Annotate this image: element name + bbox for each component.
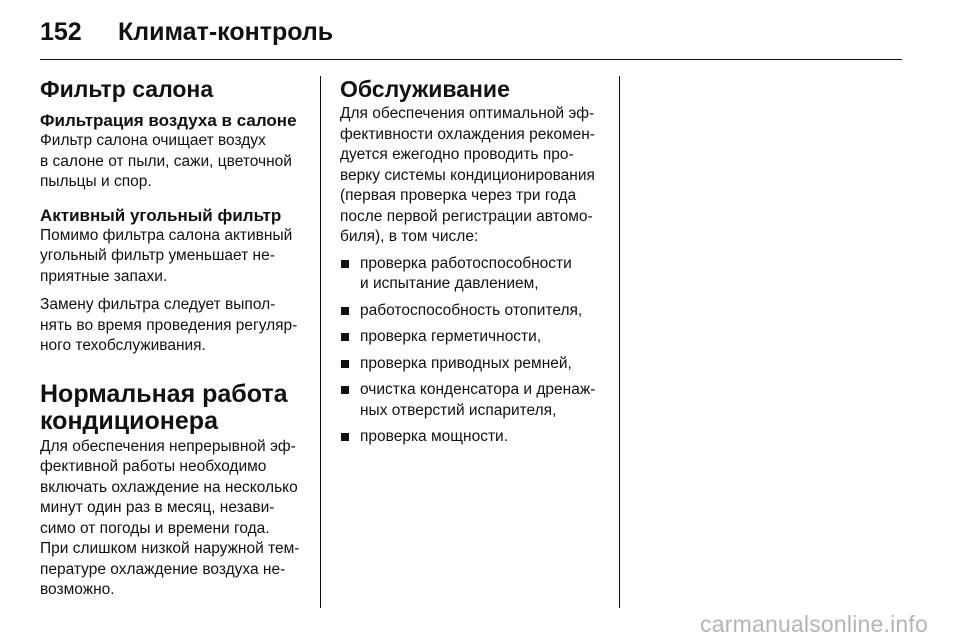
heading-service: Обслуживание (340, 76, 510, 102)
paragraph-normal-operation (40, 437, 306, 601)
list-item (340, 354, 608, 375)
paragraph-filter-replacement (40, 295, 306, 357)
text-line: проверка герметичности, (360, 328, 542, 345)
page-section-title: Климат-контроль (118, 18, 334, 46)
text-line: после первой регистрации автомо- (340, 207, 593, 225)
text-line: Для обеспечения непрерывной эф- (40, 437, 296, 455)
square-bullet-icon (341, 433, 349, 441)
left-column (40, 76, 306, 601)
heading-line: кондиционера (40, 406, 218, 435)
text-line: верку системы кондиционирования (340, 166, 595, 184)
middle-column (340, 76, 608, 454)
page-header (40, 14, 912, 58)
paragraph-service (340, 104, 608, 248)
text-line: биля), в том числе: (340, 228, 479, 245)
column-divider-right (619, 76, 620, 608)
square-bullet-icon (341, 307, 349, 315)
text-line: Фильтр салона очищает воздух (40, 132, 266, 149)
text-line: угольный фильтр уменьшает не- (40, 247, 275, 264)
text-line: При слишком низкой наружной тем- (40, 540, 300, 557)
page-number: 152 (40, 18, 82, 46)
square-bullet-icon (341, 386, 349, 394)
watermark-link[interactable]: carmanualsonline.info (700, 611, 928, 637)
text-line: фективности охлаждения рекомен- (340, 125, 595, 143)
header-rule (40, 59, 902, 60)
square-bullet-icon (341, 360, 349, 368)
text-line: нять во время проведения регуляр- (40, 316, 298, 334)
text-line: включать охлаждение на несколько (40, 478, 298, 496)
text-line: ного техобслуживания. (40, 337, 206, 354)
text-line: возможно. (40, 581, 115, 598)
list-item (340, 254, 608, 295)
text-line: проверка мощности. (360, 428, 509, 445)
service-checklist (340, 254, 608, 448)
text-line: проверка приводных ремней, (360, 354, 572, 372)
heading-normal-operation (40, 381, 306, 435)
text-line: пературе охлаждение воздуха не- (40, 560, 286, 578)
text-line: Для обеспечения оптимальной эф- (340, 105, 595, 122)
text-line: в салоне от пыли, сажи, цветочной (40, 152, 292, 170)
text-line: минут один раз в месяц, незави- (40, 499, 275, 516)
text-line: (первая проверка через три года (340, 187, 577, 204)
text-line: очистка конденсатора и дренаж- (360, 381, 596, 398)
heading-line: Нормальная работа (40, 379, 288, 408)
square-bullet-icon (341, 333, 349, 341)
list-item (340, 301, 608, 322)
text-line: приятные запахи. (40, 267, 168, 285)
square-bullet-icon (341, 260, 349, 268)
paragraph-filtration (40, 131, 306, 193)
subheading-air-filtration: Фильтрация воздуха в салоне (40, 111, 297, 130)
text-line: дуется ежегодно проводить про- (340, 146, 574, 163)
text-line: работоспособность отопителя, (360, 301, 583, 319)
list-item (340, 380, 608, 421)
text-line: пыльцы и спор. (40, 173, 152, 190)
text-line: ных отверстий испарителя, (360, 401, 557, 419)
text-line: проверка работоспособности (360, 254, 572, 272)
text-line: Помимо фильтра салона активный (40, 226, 293, 244)
list-item (340, 427, 608, 448)
heading-cabin-filter: Фильтр салона (40, 76, 214, 102)
text-line: фективной работы необходимо (40, 458, 267, 475)
list-item (340, 327, 608, 348)
column-divider-left (320, 76, 321, 608)
subheading-active-carbon-filter: Активный угольный фильтр (40, 205, 282, 225)
text-line: Замену фильтра следует выпол- (40, 296, 276, 313)
paragraph-carbon-filter (40, 226, 306, 288)
text-line: симо от погоды и времени года. (40, 519, 270, 537)
text-line: и испытание давлением, (360, 275, 539, 292)
